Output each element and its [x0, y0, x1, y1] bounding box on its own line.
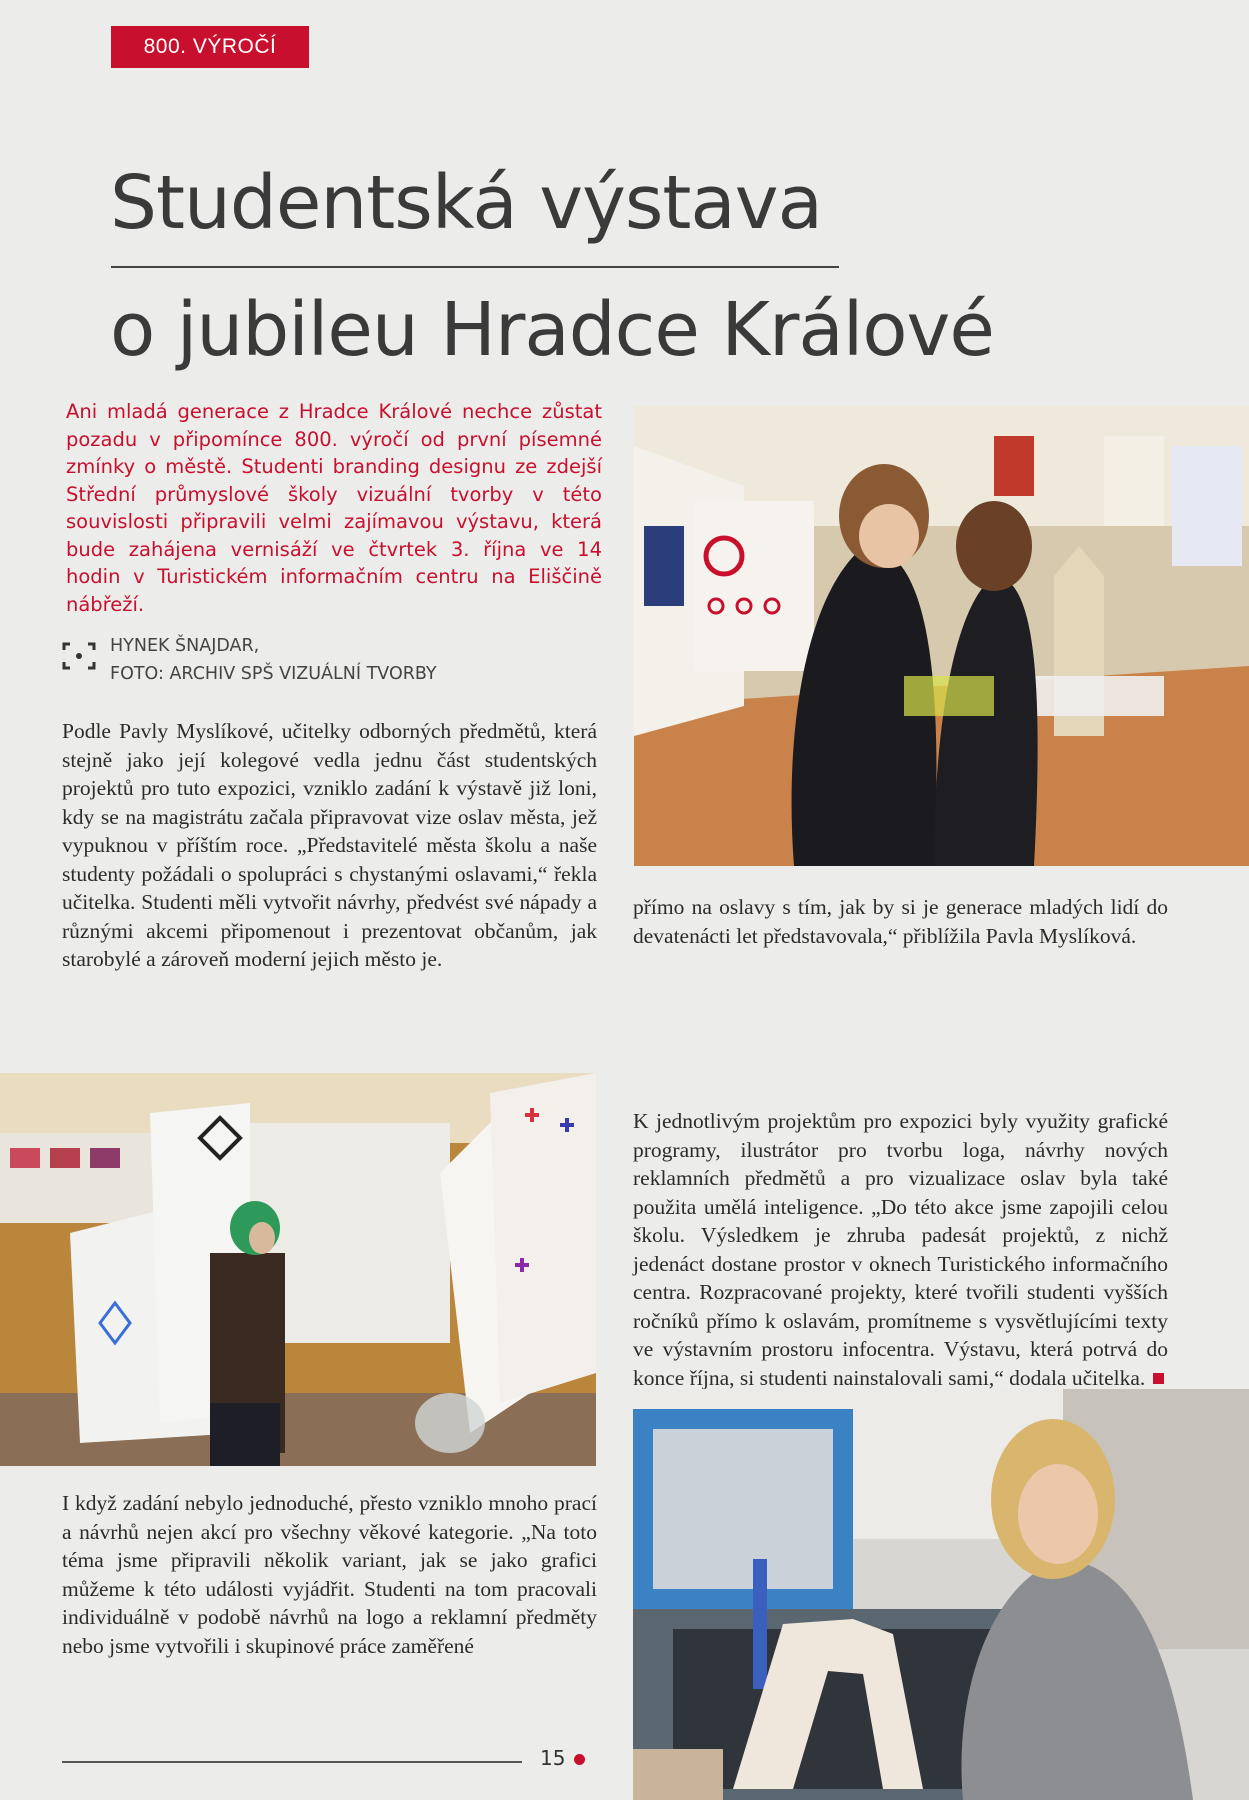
- title-divider: [111, 266, 839, 268]
- article-title-line-2: o jubileu Hradce Králové: [110, 287, 994, 373]
- credit-author: HYNEK ŠNAJDAR,: [110, 636, 260, 656]
- body-paragraph-3: K jednotlivým projektům pro expozici byly využity grafické programy, ilustrátor pro tvorbu loga, návrhy nových reklamních předmětů a pro vizualizace oslav byla také použita umělá inteligence. „Do této akce jsme zapojili celou školu. Výsledkem je zhruba padesát projektů, z nichž jedenáct dostane prostor v oknech Turistického informačního centra. Rozpracované projekty, které tvořili studenti vyšších ročníků přímo k oslavám, promítneme s vysvětlujícími texty ve výstavním prostoru infocentra. Výstavu, která potrvá do konce října, si studenti nainstalovali sami,“ dodala učitelka.: [633, 1109, 1168, 1390]
- camera-frame-icon: [62, 642, 96, 670]
- article-title-line-1: Studentská výstava: [110, 160, 822, 246]
- body-paragraph-2: přímo na oslavy s tím, jak by si je generace mladých lidí do devatenácti let představovala,“ přiblížila Pavla Myslíková.: [633, 895, 1168, 948]
- credit-photo: FOTO: ARCHIV SPŠ VIZUÁLNÍ TVORBY: [110, 664, 437, 684]
- footer-rule: [62, 1761, 522, 1763]
- credits: [62, 632, 437, 688]
- section-tag: 800. VÝROČÍ: [111, 26, 309, 68]
- photo-students-assembling: [634, 406, 1249, 866]
- lead-paragraph: Ani mladá generace z Hradce Králové nechce zůstat pozadu v připomínce 800. výročí od první písemné zmínky o městě. Studenti branding designu ze zdejší Střední průmyslové školy vizuální tvorby v této souvislosti připravili velmi zajímavou výstavu, která bude zahájena vernisáží ve čtvrtek 3. října ve 14 hodin v Turistickém informačním centru na Eliščině nábřeží.: [66, 400, 602, 616]
- photo-student-laser-cutter: [633, 1389, 1249, 1800]
- body-paragraph-1: Podle Pavly Myslíkové, učitelky odborných předmětů, která stejně jako její kolegové vedla jednu část studentských projektů pro tuto expozici, vzniklo zadání k výstavě již loni, kdy se na magistrátu začala připravovat vize oslav města, jež vypuknou v příštím roce. „Představitelé města školu a naše studenty požádali o spolupráci s chystanými oslavami,“ řekla učitelka. Studenti měli vytvořit návrhy, předvést své nápady a různými akcemi připomenout i prezentovat občanům, jak starobylé a zároveň moderní jejich město je.: [62, 719, 597, 971]
- photo-exhibition-panels: [0, 1073, 596, 1466]
- page-number: 15: [540, 1746, 566, 1770]
- page-dot-icon: [574, 1754, 585, 1765]
- body-paragraph-4: I když zadání nebylo jednoduché, přesto vzniklo mnoho prací a návrhů nejen akcí pro všechny věkové kategorie. „Na toto téma jsme připravili několik variant, jak se jako grafici můžeme k této události vyjádřit. Studenti na tom pracovali individuálně v podobě návrhů na logo a reklamní předměty nebo jsme vytvořili i skupinové práce zaměřené: [62, 1491, 597, 1658]
- end-mark-icon: [1153, 1373, 1164, 1384]
